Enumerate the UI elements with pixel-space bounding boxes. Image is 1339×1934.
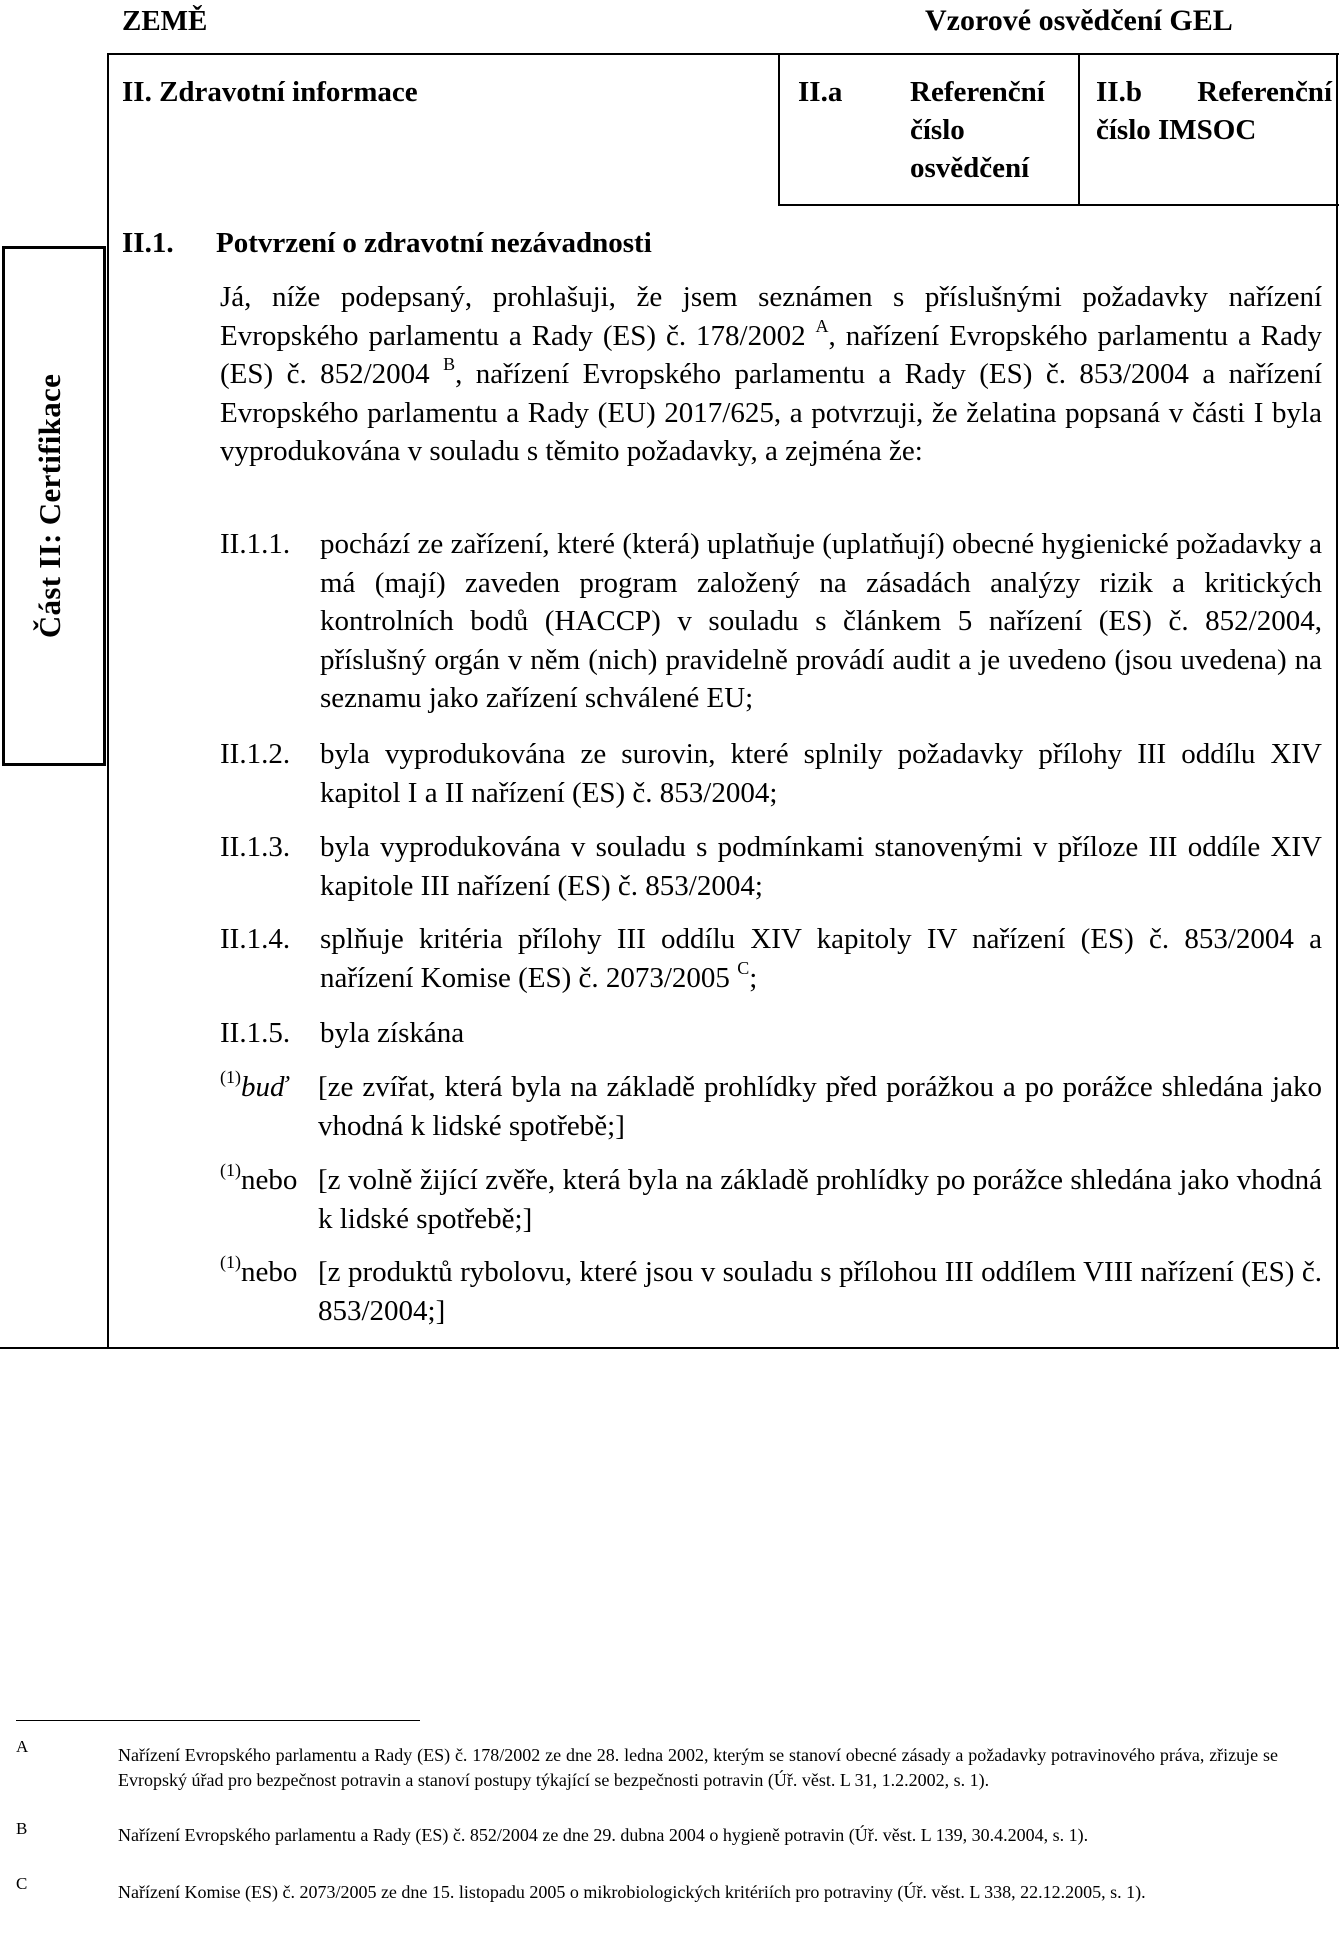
- list-item: [220, 525, 1322, 718]
- table-bottom-border: [0, 1347, 1339, 1349]
- alternative-keyword: nebo: [241, 1256, 298, 1288]
- footnote-text: Nařízení Evropského parlamentu a Rady (ES) č. 852/2004 ze dne 29. dubna 2004 o hygieně potravin (Úř. věst. L 139, 30.4.2004, s. 1).: [118, 1825, 1089, 1845]
- item-text-body: splňuje kritéria přílohy III oddílu XIV kapitoly IV nařízení (ES) č. 853/2004 a nařízení Komise (ES) č. 2073/2005: [320, 923, 1322, 994]
- footnote-letter: B: [16, 1819, 28, 1838]
- table-top-border: [107, 53, 1339, 55]
- footnote-mark-a: A: [815, 315, 829, 336]
- alternative-lead: [220, 1068, 288, 1107]
- item-text: pochází ze zařízení, které (která) uplatňuje (uplatňují) obecné hygienické požadavky a má (mají) zaveden program založený na zásadách analýzy rizik a kritických kontrolních bodů (HACCP) v souladu s článkem 5 nařízení (ES) č. 852/2004, příslušný orgán v něm (nich) pravidelně provádí audit a je uvedeno (jsou uvedena) na seznamu jako zařízení schválené EU;: [320, 528, 1322, 714]
- item-text: byla získána: [320, 1017, 465, 1049]
- footnote-text: Nařízení Evropského parlamentu a Rady (ES) č. 178/2002 ze dne 28. ledna 2002, kterým se stanoví obecné zásady a požadavky potravinového práva, zřizuje se Evropský úřad pro bezpečnost potravin a stanoví postupy týkající se bezpečnosti potravin (Úř. věst. L 31, 1.2.2002, s. 1).: [118, 1745, 1278, 1790]
- intro-text-part3: , nařízení Evropského parlamentu a Rady (ES) č. 853/2004 a nařízení Evropského parlamentu a Rady (EU) 2017/625, a potvrzuji, že želatina popsaná v části I byla vyprodukována v souladu s těmito požadavky, a zejména že:: [220, 358, 1323, 467]
- header-column-divider-b: [1078, 53, 1080, 205]
- header-bottom-border: [778, 204, 1339, 206]
- item-text: [320, 920, 1322, 997]
- alternative-keyword: nebo: [241, 1164, 298, 1196]
- footnote-mark-b: B: [443, 354, 456, 375]
- list-item: [220, 1014, 1322, 1053]
- footnote-mark-c: C: [737, 957, 750, 978]
- alternative-lead: [220, 1253, 297, 1292]
- intro-text-part2: , nařízení Evropského parlamentu a Rady (ES) č. 852/2004: [220, 319, 1322, 390]
- table-right-border: [1336, 53, 1338, 1349]
- alternative-lead: [220, 1161, 297, 1200]
- section-title: Potvrzení o zdravotní nezávadnosti: [216, 227, 652, 259]
- footnote-letter: C: [16, 1874, 28, 1893]
- item-text-tail: ;: [749, 961, 758, 994]
- alternative-option: [220, 1068, 1322, 1145]
- alternative-option: [220, 1161, 1322, 1238]
- model-certificate-title: Vzorové osvědčení GEL: [925, 4, 1233, 37]
- list-item: [220, 735, 1322, 812]
- intro-paragraph: [220, 278, 1322, 471]
- intro-text-part1: Já, níže podepsaný, prohlašuji, že jsem seznámen s příslušnými požadavky nařízení Evropského parlamentu a Rady (ES) č. 178/2002: [220, 281, 1322, 352]
- alternative-text: [z produktů rybolovu, které jsou v souladu s přílohou III oddílem VIII nařízení (ES) č. 853/2004;]: [318, 1256, 1322, 1327]
- alternative-option: [220, 1253, 1322, 1330]
- item-number: II.1.5.: [220, 1017, 291, 1049]
- alternative-text: [z volně žijící zvěře, která byla na základě prohlídky po porážce shledána jako vhodná k lidské spotřebě;]: [318, 1164, 1322, 1235]
- footnote-text: Nařízení Komise (ES) č. 2073/2005 ze dne 15. listopadu 2005 o mikrobiologických kritériích pro potraviny (Úř. věst. L 338, 22.12.2005, s. 1).: [118, 1882, 1146, 1902]
- certification-side-label: Část II: Certifikace: [32, 373, 67, 639]
- item-number: II.1.1.: [220, 528, 291, 560]
- footnote-letter: A: [16, 1737, 29, 1756]
- section-number: II.1.: [122, 227, 174, 259]
- ref-a-code: II.a: [798, 76, 843, 108]
- country-label: ZEMĚ: [122, 5, 208, 37]
- footnote-ref: (1): [220, 1160, 241, 1181]
- item-text: byla vyprodukována v souladu s podmínkami stanovenými v příloze III oddíle XIV kapitole III nařízení (ES) č. 853/2004;: [320, 831, 1322, 902]
- alternative-keyword: buď: [241, 1071, 288, 1103]
- header-column-divider-a: [778, 53, 780, 205]
- alternative-text: [ze zvířat, která byla na základě prohlídky před porážkou a po porážce shledána jako vhodná k lidské spotřebě;]: [318, 1071, 1322, 1142]
- footnote-ref: (1): [220, 1252, 241, 1273]
- footnote-ref: (1): [220, 1067, 241, 1088]
- table-left-border: [107, 53, 109, 1349]
- item-text: byla vyprodukována ze surovin, které splnily požadavky přílohy III oddílu XIV kapitol I a II nařízení (ES) č. 853/2004;: [320, 738, 1322, 809]
- health-information-heading: II. Zdravotní informace: [122, 76, 418, 108]
- item-number: II.1.3.: [220, 831, 291, 863]
- list-item: [220, 920, 1322, 997]
- footnote-separator: [16, 1720, 420, 1721]
- item-number: II.1.4.: [220, 923, 291, 955]
- list-item: [220, 828, 1322, 905]
- item-number: II.1.2.: [220, 738, 291, 770]
- ref-a-label: Referenční číslo osvědčení: [910, 76, 1045, 184]
- ref-b-label: II.b Referenční číslo IMSOC: [1096, 76, 1332, 146]
